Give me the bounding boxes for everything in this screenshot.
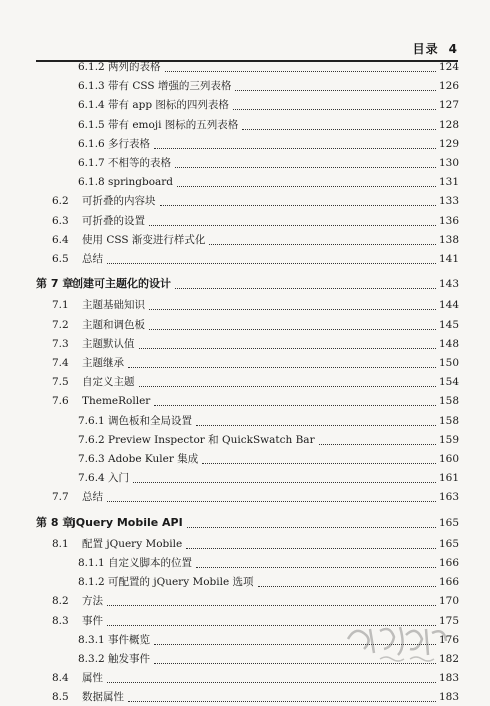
toc-row[interactable]	[0, 116, 490, 134]
toc-page-number: 183	[438, 672, 459, 685]
toc-title: 带有 CSS 增强的三列表格	[108, 80, 232, 93]
toc-leader-dots	[154, 138, 436, 149]
toc-row[interactable]	[0, 296, 490, 314]
toc-title: 触发事件	[108, 653, 150, 665]
watermark-stamp	[340, 617, 460, 667]
toc-title: 可配置的 jQuery Mobile 选项	[108, 576, 254, 589]
toc-title: 主题默认值	[82, 337, 135, 350]
toc-page-number: 166	[438, 557, 459, 569]
toc-page-number: 130	[438, 157, 459, 169]
toc-title: 不相等的表格	[108, 157, 171, 169]
toc-number: 7.1	[52, 299, 69, 312]
header-page-number: 4	[448, 42, 458, 56]
toc-row[interactable]	[0, 535, 490, 553]
toc-number: 6.1.6	[78, 137, 105, 150]
toc-title: 可折叠的内容块	[82, 195, 156, 208]
toc-row[interactable]	[0, 154, 490, 172]
toc-row[interactable]	[0, 96, 490, 114]
toc-page-number: 170	[438, 595, 459, 608]
toc-leader-dots	[319, 434, 436, 445]
toc-leader-dots	[202, 453, 436, 464]
toc-title: 自定义主题	[82, 376, 135, 389]
toc-leader-dots	[175, 278, 436, 289]
toc-title: 事件概览	[108, 633, 150, 646]
toc-row[interactable]	[0, 669, 490, 687]
toc-row[interactable]	[0, 192, 490, 210]
toc-leader-dots	[258, 576, 436, 587]
toc-row[interactable]	[0, 58, 490, 76]
toc-number: 8.2	[52, 595, 69, 608]
toc-title: ThemeRoller	[82, 395, 151, 408]
toc-row[interactable]	[0, 450, 490, 468]
toc-number: 6.1.7	[78, 157, 105, 169]
toc-leader-dots	[196, 557, 436, 568]
toc-leader-dots	[209, 234, 436, 245]
toc-row[interactable]	[0, 173, 490, 191]
toc-row[interactable]	[0, 573, 490, 591]
toc-title: Preview Inspector 和 QuickSwatch Bar	[108, 433, 315, 446]
toc-row[interactable]	[0, 431, 490, 449]
toc-page-number: 182	[438, 653, 459, 665]
toc-leader-dots	[149, 215, 436, 226]
toc-leader-dots	[133, 472, 436, 483]
toc-leader-dots	[175, 157, 436, 168]
toc-title: 方法	[82, 595, 103, 608]
toc-page-number: 133	[438, 195, 459, 208]
toc-number: 第 8 章	[36, 515, 74, 529]
toc-page-number: 165	[438, 516, 459, 529]
toc-number: 7.4	[52, 357, 69, 369]
toc-leader-dots	[139, 338, 436, 349]
toc-number: 8.5	[52, 691, 69, 704]
toc-leader-dots	[165, 61, 436, 72]
toc-title: 总结	[82, 491, 103, 504]
toc-row[interactable]	[0, 77, 490, 95]
toc-number: 7.5	[52, 376, 69, 389]
toc-page-number: 160	[438, 453, 459, 465]
header-label	[413, 40, 458, 57]
toc-leader-dots	[187, 517, 436, 528]
toc-title: 可折叠的设置	[82, 214, 145, 227]
toc-row[interactable]	[0, 469, 490, 487]
toc-number: 8.4	[52, 672, 69, 685]
toc-number: 7.6.1	[78, 414, 105, 427]
toc-title: 自定义脚本的位置	[108, 557, 192, 569]
toc-page-number: 176	[438, 633, 459, 646]
toc-row[interactable]	[0, 250, 490, 268]
toc-number: 6.2	[52, 195, 69, 208]
toc-title: 配置 jQuery Mobile	[82, 537, 183, 550]
toc-row[interactable]	[0, 373, 490, 391]
toc-title: 属性	[82, 672, 103, 685]
toc-number: 8.3	[52, 614, 69, 627]
toc-page-number: 165	[438, 537, 459, 550]
toc-title: 主题和调色板	[82, 318, 145, 331]
toc-title: 创建可主题化的设计	[72, 277, 171, 291]
toc-page-number: 126	[438, 80, 459, 93]
toc-leader-dots	[128, 357, 436, 368]
toc-page-number: 127	[438, 99, 459, 112]
toc-leader-dots	[233, 99, 436, 110]
toc-page-number: 159	[438, 433, 459, 446]
toc-leader-dots	[139, 376, 436, 387]
toc-title: 主题继承	[82, 357, 124, 369]
toc-page-number: 145	[438, 318, 459, 331]
toc-number: 8.3.1	[78, 633, 105, 646]
toc-leader-dots	[177, 176, 436, 187]
header-section: 目录	[412, 42, 439, 56]
toc-number: 6.1.3	[78, 80, 105, 93]
toc-number: 7.7	[52, 491, 69, 504]
toc-title: 两列的表格	[108, 61, 161, 73]
toc-title: 主题基础知识	[82, 299, 145, 312]
toc-number: 6.1.4	[78, 99, 105, 112]
toc-page-number: 143	[438, 278, 459, 291]
toc-row[interactable]	[0, 488, 490, 506]
toc-number: 第 7 章	[36, 277, 74, 291]
toc-row[interactable]	[0, 212, 490, 230]
toc-leader-dots	[186, 538, 436, 549]
toc-leader-dots	[107, 491, 436, 502]
toc-leader-dots	[149, 319, 436, 330]
toc-number: 7.6.2	[78, 433, 105, 446]
toc-row[interactable]	[0, 688, 490, 706]
toc-page-number: 166	[438, 576, 459, 589]
toc-leader-dots	[107, 672, 436, 683]
toc-page-number: 158	[438, 395, 459, 408]
toc-leader-dots	[235, 80, 436, 91]
toc-page-number: 150	[438, 357, 459, 369]
toc-title: Adobe Kuler 集成	[108, 453, 199, 465]
toc-leader-dots	[154, 395, 436, 406]
toc-leader-dots	[149, 299, 436, 310]
toc-title: 数据属性	[82, 691, 124, 704]
toc-row[interactable]	[0, 354, 490, 372]
toc-page-number: 128	[438, 118, 459, 131]
toc-page-number: 183	[438, 691, 459, 704]
toc-page-number: 129	[438, 137, 459, 150]
toc-leader-dots	[242, 119, 436, 130]
toc-row[interactable]	[0, 335, 490, 353]
toc-page-number: 161	[438, 472, 459, 485]
toc-title: 调色板和全局设置	[108, 414, 192, 427]
toc-chapter-row[interactable]	[0, 275, 490, 293]
toc-number: 7.6	[52, 395, 69, 408]
toc-title: springboard	[108, 176, 174, 189]
toc-title: 总结	[82, 253, 103, 265]
toc-page-number: 163	[438, 491, 459, 504]
toc-title: 事件	[82, 614, 103, 627]
toc-page-number: 136	[438, 214, 459, 227]
toc-number: 8.3.2	[78, 653, 105, 665]
toc-page-number: 175	[438, 614, 459, 627]
toc-page-number: 124	[438, 61, 459, 73]
toc-page-number: 138	[438, 233, 459, 246]
toc-title: 多行表格	[108, 137, 150, 150]
toc-row[interactable]	[0, 392, 490, 410]
toc-number: 8.1.2	[78, 576, 105, 589]
toc-row[interactable]	[0, 592, 490, 610]
toc-number: 6.3	[52, 214, 69, 227]
toc-row[interactable]	[0, 231, 490, 249]
toc-number: 7.6.4	[78, 472, 105, 485]
toc-title: 入门	[108, 472, 129, 485]
toc-title: 使用 CSS 渐变进行样式化	[82, 233, 206, 246]
toc-page-number: 131	[438, 176, 459, 189]
toc-leader-dots	[196, 415, 436, 426]
toc-title: 带有 emoji 图标的五列表格	[108, 118, 239, 131]
toc-leader-dots	[160, 195, 436, 206]
toc-page-number: 148	[438, 337, 459, 350]
toc-number: 6.1.5	[78, 118, 105, 131]
toc-number: 7.3	[52, 337, 69, 350]
toc-row[interactable]	[0, 135, 490, 153]
toc-leader-dots	[107, 595, 436, 606]
toc-title: jQuery Mobile API	[72, 515, 183, 529]
toc-row[interactable]	[0, 316, 490, 334]
toc-page-number: 158	[438, 414, 459, 427]
toc-chapter-row[interactable]	[0, 514, 490, 532]
toc-number: 8.1.1	[78, 557, 105, 569]
toc-number: 6.4	[52, 233, 69, 246]
toc-number: 8.1	[52, 537, 69, 550]
toc-number: 6.1.2	[78, 61, 105, 73]
toc-page-number: 144	[438, 299, 459, 312]
toc-number: 7.2	[52, 318, 69, 331]
toc-row[interactable]	[0, 412, 490, 430]
toc-number: 7.6.3	[78, 453, 105, 465]
toc-number: 6.1.8	[78, 176, 105, 189]
toc-title: 带有 app 图标的四列表格	[108, 99, 229, 112]
toc-leader-dots	[107, 253, 436, 264]
toc-row[interactable]	[0, 554, 490, 572]
toc-number: 6.5	[52, 253, 69, 265]
toc-page-number: 154	[438, 376, 459, 389]
toc-page-number: 141	[438, 253, 459, 265]
